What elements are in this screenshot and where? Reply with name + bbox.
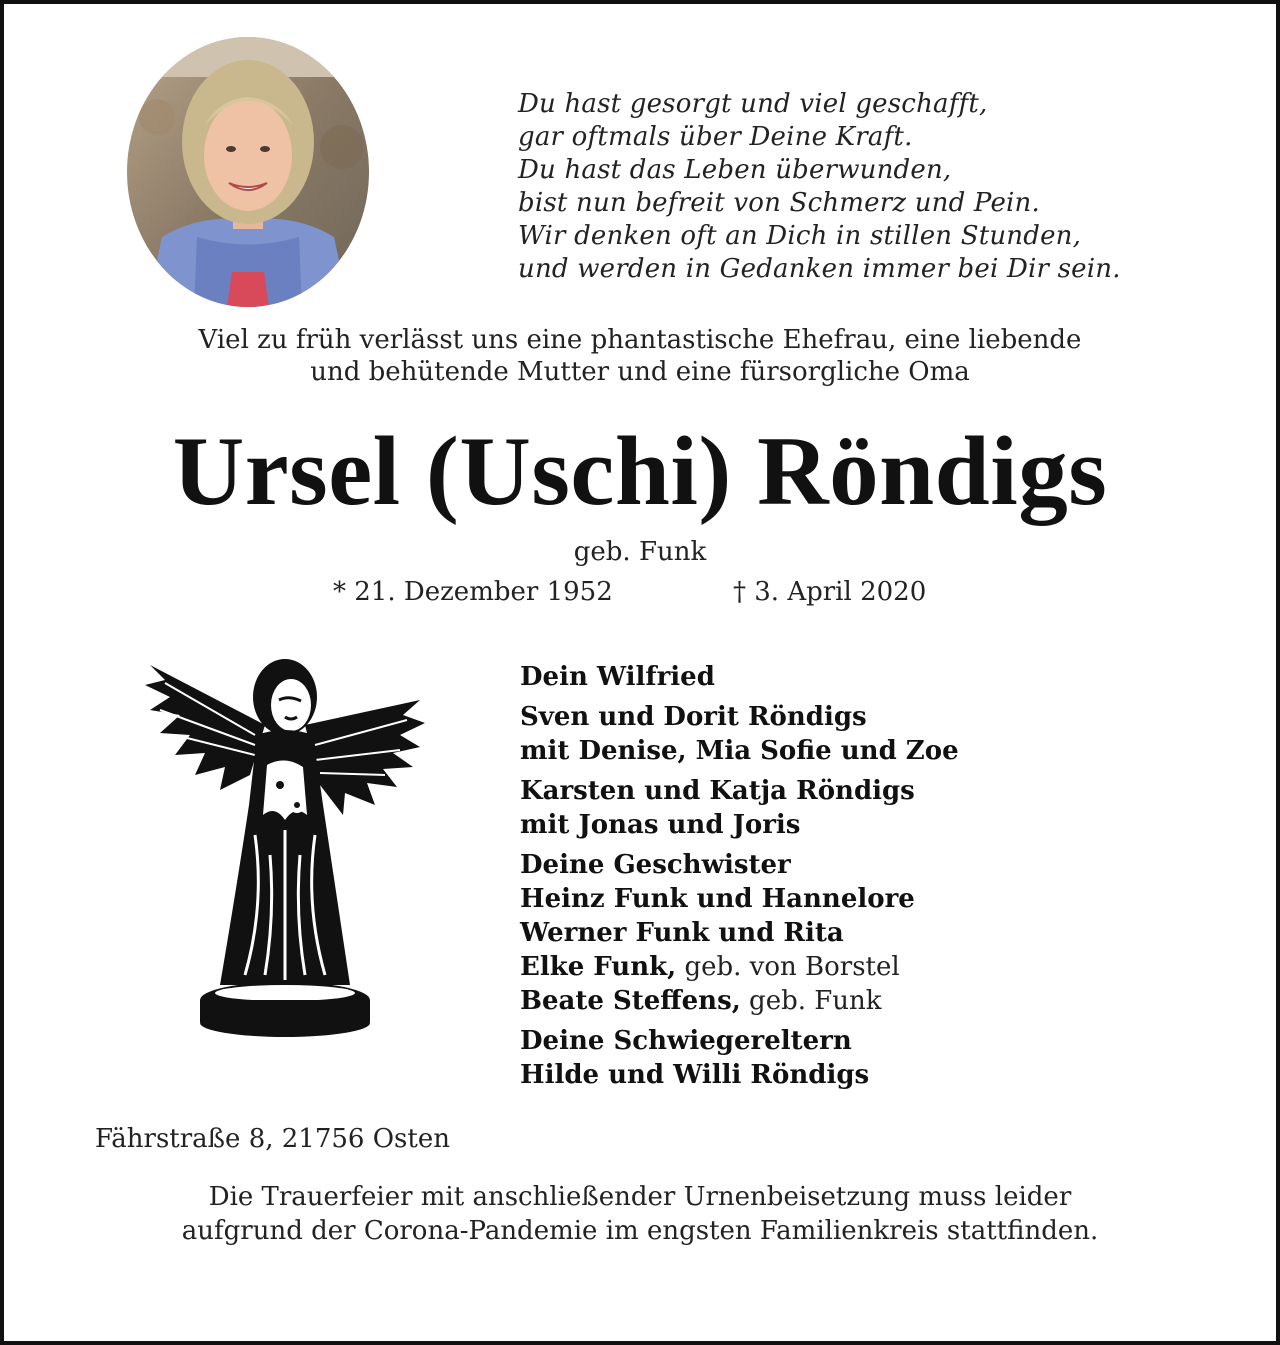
family-line (520, 1024, 1240, 1058)
death-date: † 3. April 2020 (733, 577, 927, 607)
family-line (520, 950, 1240, 984)
family-name: Deine Geschwister (520, 850, 791, 880)
family-line (520, 734, 1240, 768)
family-name: Dein Wilfried (520, 662, 715, 692)
intro-text (0, 324, 1280, 388)
poem-line: Du hast das Leben überwunden, (518, 155, 952, 185)
family-group (520, 1024, 1240, 1092)
family-list (520, 660, 1240, 1098)
family-name: Beate Steffens, (520, 986, 741, 1016)
family-name: Werner Funk und Rita (520, 918, 844, 948)
family-line (520, 700, 1240, 734)
family-name: Heinz Funk und Hannelore (520, 884, 915, 914)
family-name: mit Jonas und Joris (520, 810, 801, 840)
family-name: Hilde und Willi Röndigs (520, 1060, 870, 1090)
family-line (520, 848, 1240, 882)
family-name: Karsten und Katja Röndigs (520, 776, 915, 806)
family-group (520, 774, 1240, 842)
family-note: geb. Funk (740, 986, 882, 1016)
family-line (520, 774, 1240, 808)
family-line (520, 984, 1240, 1018)
poem-line: Du hast gesorgt und viel geschafft, (518, 89, 988, 119)
poem-line: Wir denken oft an Dich in stillen Stunden, (518, 221, 1082, 251)
poem-line: und werden in Gedanken immer bei Dir sein. (518, 254, 1121, 284)
maiden-name: geb. Funk (573, 537, 707, 567)
family-line (520, 882, 1240, 916)
portrait-photo (127, 37, 369, 307)
family-group (520, 660, 1240, 694)
angel-icon (145, 655, 425, 1045)
notice-line: Die Trauerfeier mit anschließender Urnenbeisetzung muss leider (208, 1182, 1072, 1212)
intro-line: und behütende Mutter und eine fürsorgliche Oma (310, 357, 970, 387)
birth-date: * 21. Dezember 1952 (333, 577, 613, 607)
poem (518, 88, 1218, 286)
family-name: Sven und Dorit Röndigs (520, 702, 867, 732)
notice-line: aufgrund der Corona-Pandemie im engsten Familienkreis stattfinden. (181, 1216, 1099, 1246)
deceased-name: Ursel (Uschi) Röndigs (172, 417, 1108, 526)
family-line (520, 660, 1240, 694)
family-line (520, 808, 1240, 842)
funeral-notice (0, 1180, 1280, 1248)
address: Fährstraße 8, 21756 Osten (95, 1124, 450, 1154)
intro-line: Viel zu früh verlässt uns eine phantastische Ehefrau, eine liebende (198, 325, 1082, 355)
family-group (520, 848, 1240, 1018)
family-line (520, 1058, 1240, 1092)
family-group (520, 700, 1240, 768)
poem-line: bist nun befreit von Schmerz und Pein. (518, 188, 1040, 218)
family-line (520, 916, 1240, 950)
family-name: Deine Schwiegereltern (520, 1026, 852, 1056)
family-note: geb. von Borstel (676, 952, 900, 982)
poem-line: gar oftmals über Deine Kraft. (518, 122, 913, 152)
family-name: Elke Funk, (520, 952, 677, 982)
family-name: mit Denise, Mia Sofie und Zoe (520, 736, 959, 766)
